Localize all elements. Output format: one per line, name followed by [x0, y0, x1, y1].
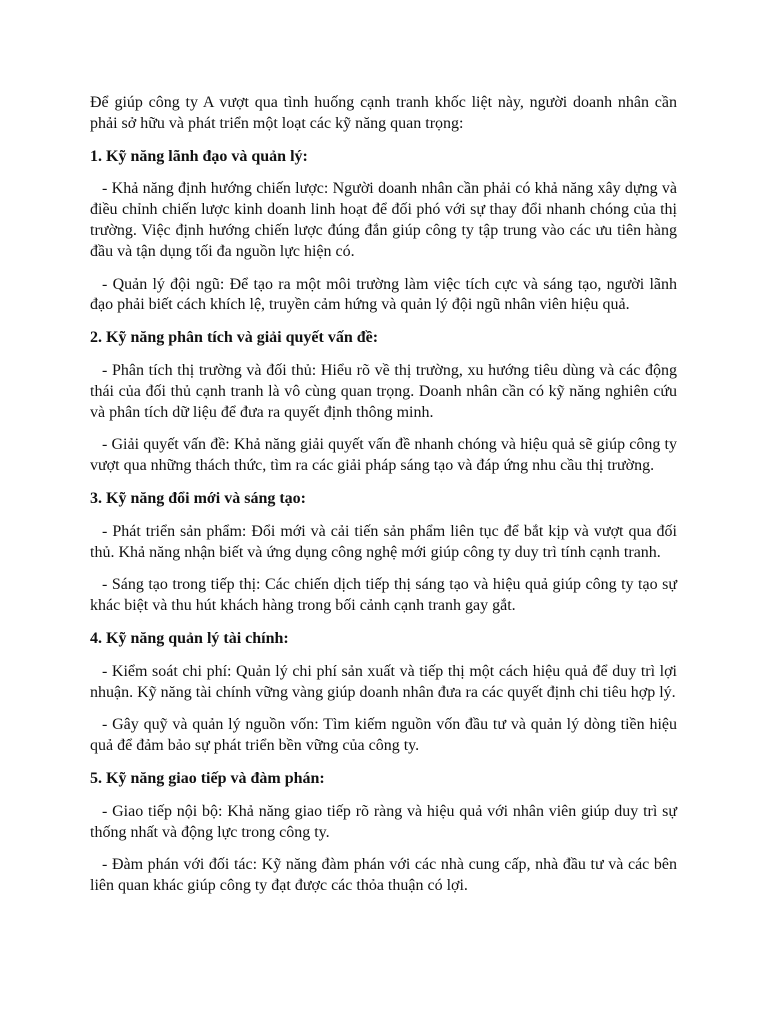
- section-2-heading: 2. Kỹ năng phân tích và giải quyết vấn đề:: [90, 329, 379, 347]
- section-5-heading: 5. Kỹ năng giao tiếp và đàm phán:: [90, 769, 325, 787]
- section-4-item-2: - Gây quỹ và quản lý nguồn vốn: Tìm kiếm nguồn vốn đầu tư và quản lý dòng tiền hiệu quả để đảm bảo sự phát triển bền vững của công ty.: [90, 716, 677, 755]
- section-3-item-1: - Phát triển sản phẩm: Đổi mới và cải tiến sản phẩm liên tục để bắt kịp và vượt qua đối thủ. Khả năng nhận biết và ứng dụng công nghệ mới giúp công ty duy trì tính cạnh tranh.: [90, 522, 677, 561]
- section-1-heading: 1. Kỹ năng lãnh đạo và quản lý:: [90, 147, 308, 165]
- section-4-item-1: - Kiểm soát chi phí: Quản lý chi phí sản xuất và tiếp thị một cách hiệu quả để duy trì lợi nhuận. Kỹ năng tài chính vững vàng giúp doanh nhân đưa ra các quyết định chi tiêu hợp lý.: [90, 662, 677, 701]
- section-5-item-2: - Đàm phán với đối tác: Kỹ năng đàm phán với các nhà cung cấp, nhà đầu tư và các bên liên quan khác giúp công ty đạt được các thỏa thuận có lợi.: [90, 856, 677, 895]
- section-2-item-2: - Giải quyết vấn đề: Khả năng giải quyết vấn đề nhanh chóng và hiệu quả sẽ giúp công ty vượt qua những thách thức, tìm ra các giải pháp sáng tạo và đáp ứng nhu cầu thị trường.: [90, 436, 677, 475]
- section-1-item-1: - Khả năng định hướng chiến lược: Người doanh nhân cần phải có khả năng xây dựng và điều chỉnh chiến lược kinh doanh linh hoạt để đối phó với sự thay đổi nhanh chóng của thị trường. Việc định hướng chiến lược đúng đắn giúp công ty tập trung vào các ưu tiên hàng đầu và tận dụng tối đa nguồn lực hiện có.: [90, 180, 677, 260]
- section-5-item-1: - Giao tiếp nội bộ: Khả năng giao tiếp rõ ràng và hiệu quả với nhân viên giúp duy trì sự thống nhất và động lực trong công ty.: [90, 802, 677, 841]
- section-1-item-2: - Quản lý đội ngũ: Để tạo ra một môi trường làm việc tích cực và sáng tạo, người lãnh đạo phải biết cách khích lệ, truyền cảm hứng và quản lý đội ngũ nhân viên hiệu quả.: [90, 275, 677, 314]
- section-4-heading: 4. Kỹ năng quản lý tài chính:: [90, 629, 289, 647]
- intro-paragraph: Để giúp công ty A vượt qua tình huống cạnh tranh khốc liệt này, người doanh nhân cần phải sở hữu và phát triển một loạt các kỹ năng quan trọng:: [90, 94, 677, 132]
- section-2-item-1: - Phân tích thị trường và đối thủ: Hiểu rõ về thị trường, xu hướng tiêu dùng và các động thái của đối thủ cạnh tranh là vô cùng quan trọng. Doanh nhân cần có kỹ năng nghiên cứu và phân tích dữ liệu để đưa ra quyết định thông minh.: [90, 361, 677, 421]
- document-page: [90, 93, 677, 909]
- section-3-item-2: - Sáng tạo trong tiếp thị: Các chiến dịch tiếp thị sáng tạo và hiệu quả giúp công ty tạo sự khác biệt và thu hút khách hàng trong bối cảnh cạnh tranh gay gắt.: [90, 576, 677, 615]
- section-3-heading: 3. Kỹ năng đổi mới và sáng tạo:: [90, 489, 306, 507]
